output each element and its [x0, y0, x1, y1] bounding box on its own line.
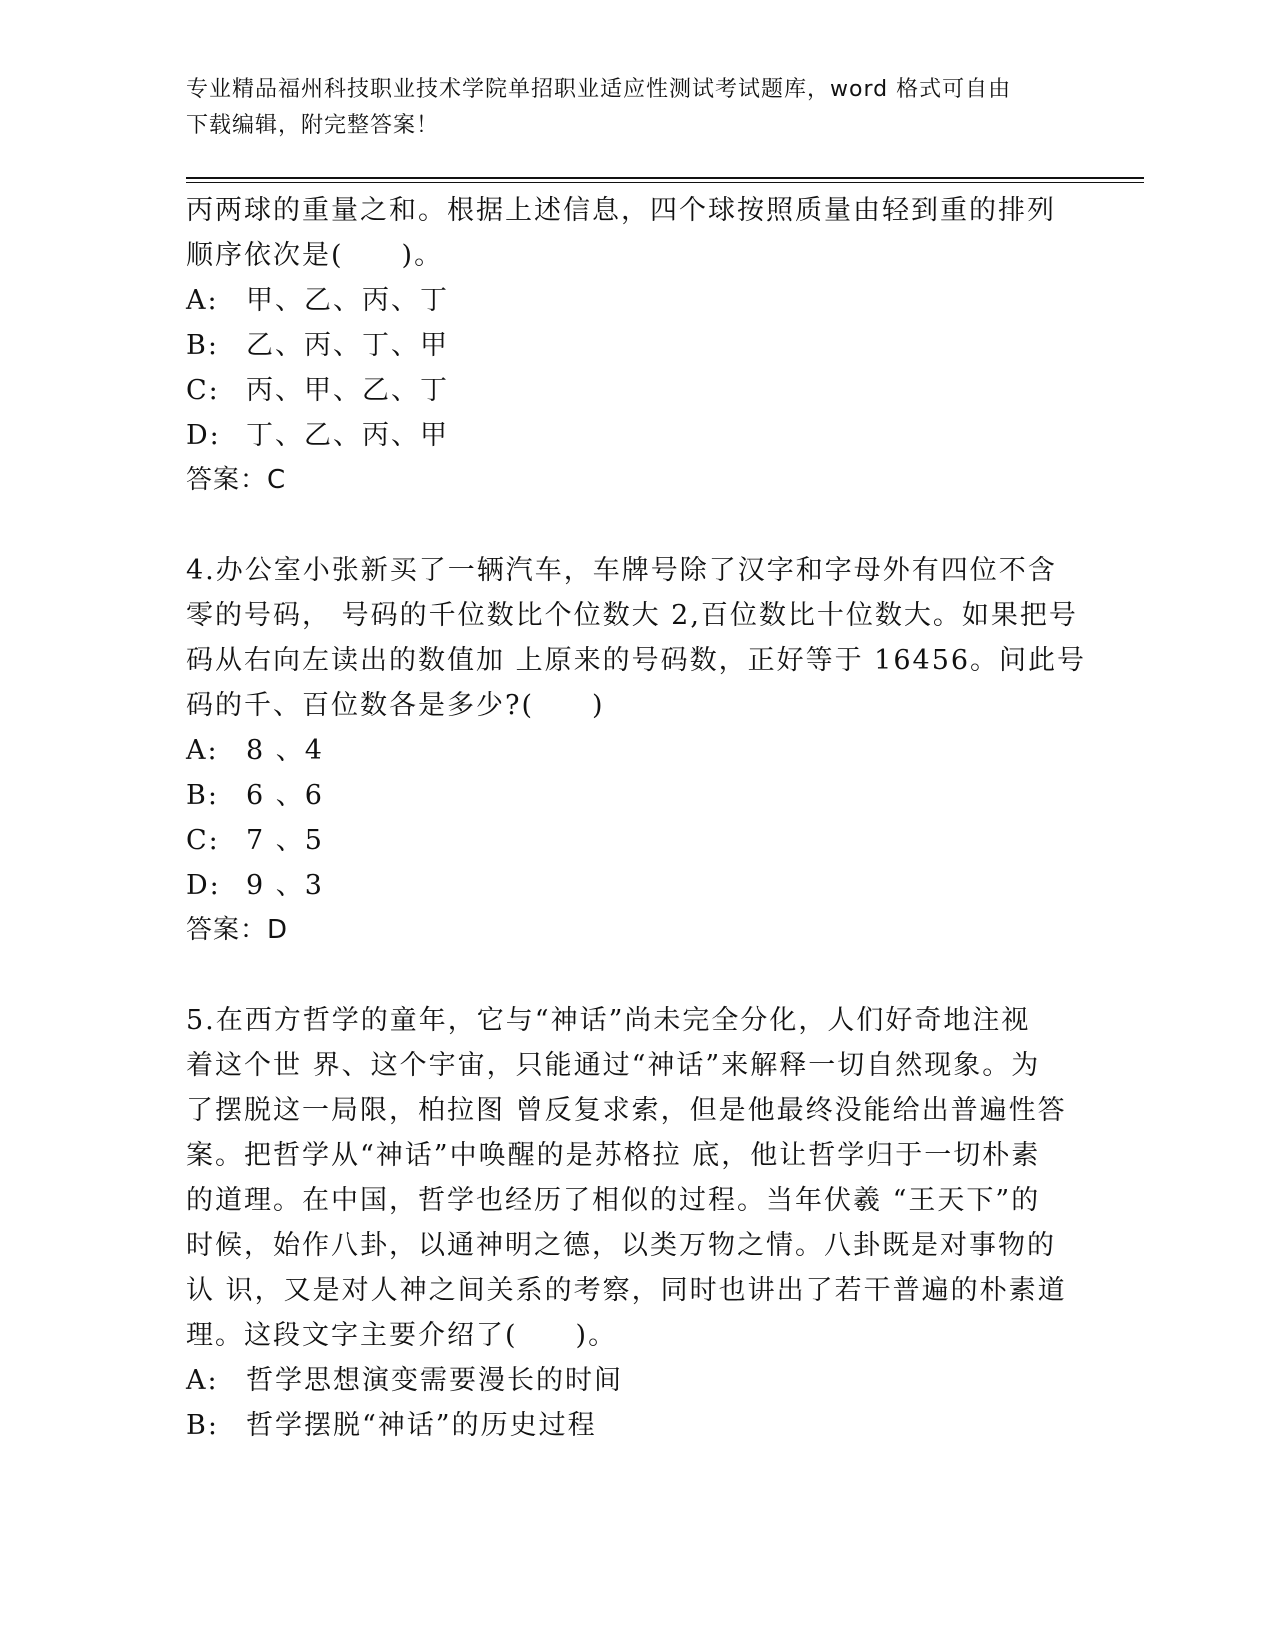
- option-b: [186, 773, 1086, 818]
- option-text: 哲学思想演变需要漫长的时间: [246, 1365, 623, 1396]
- question-stem-line: 的道理。在中国，哲学也经历了相似的过程。当年伏羲 “王天下”的: [186, 1185, 1041, 1216]
- question-5: [186, 998, 1086, 1448]
- question-stem-line: 5.在西方哲学的童年，它与“神话”尚未完全分化，人们好奇地注视: [186, 1005, 1031, 1036]
- option-text: 6 、6: [246, 780, 324, 811]
- option-b: [186, 323, 1086, 368]
- question-3: [186, 188, 1086, 503]
- question-stem-line: 零的号码， 号码的千位数比个位数大 2,百位数比十位数大。如果把号: [186, 600, 1078, 631]
- header-line-1: 专业精品福州科技职业技术学院单招职业适应性测试考试题库，word 格式可自由: [186, 77, 1012, 102]
- question-stem-line: 认 识，又是对人神之间关系的考察，同时也讲出了若干普遍的朴素道: [186, 1275, 1067, 1306]
- option-text: 乙、丙、丁、甲: [246, 330, 449, 361]
- option-d: [186, 863, 1086, 908]
- option-text: 8 、4: [246, 735, 324, 766]
- question-stem-line: 4.办公室小张新买了一辆汽车，车牌号除了汉字和字母外有四位不含: [186, 555, 1057, 586]
- option-letter: A:: [186, 735, 219, 766]
- option-letter: C:: [186, 375, 220, 406]
- option-c: [186, 368, 1086, 413]
- question-stem-line: 码从右向左读出的数值加 上原来的号码数，正好等于 16456。问此号: [186, 645, 1087, 676]
- answer-line: 答案：C: [186, 465, 287, 495]
- option-c: [186, 818, 1086, 863]
- question-stem-line: 了摆脱这一局限，柏拉图 曾反复求索，但是他最终没能给出普遍性答: [186, 1095, 1067, 1126]
- option-text: 丁、乙、丙、甲: [246, 420, 449, 451]
- option-text: 甲、乙、丙、丁: [246, 285, 449, 316]
- question-stem-line: 丙两球的重量之和。根据上述信息，四个球按照质量由轻到重的排列: [186, 195, 1056, 226]
- option-letter: B:: [186, 330, 219, 361]
- document-body: [186, 188, 1086, 1448]
- header-line-2: 下载编辑，附完整答案！: [186, 113, 440, 138]
- answer-line: 答案：D: [186, 915, 289, 945]
- option-letter: D:: [186, 870, 221, 901]
- question-stem-line: 顺序依次是( )。: [186, 240, 444, 271]
- question-stem-line: 着这个世 界、这个宇宙，只能通过“神话”来解释一切自然现象。为: [186, 1050, 1041, 1081]
- spacer: [186, 503, 1086, 548]
- option-text: 哲学摆脱“神话”的历史过程: [246, 1410, 597, 1441]
- option-a: [186, 1358, 1086, 1403]
- option-letter: B:: [186, 1410, 219, 1441]
- option-text: 7 、5: [246, 825, 324, 856]
- option-letter: C:: [186, 825, 220, 856]
- spacer: [186, 953, 1086, 998]
- question-stem-line: 码的千、百位数各是多少?( ): [186, 690, 605, 721]
- option-b: [186, 1403, 1086, 1448]
- header-divider-thin: [186, 182, 1144, 183]
- option-text: 9 、3: [246, 870, 324, 901]
- document-header: [186, 72, 1066, 144]
- option-a: [186, 728, 1086, 773]
- option-letter: A:: [186, 285, 219, 316]
- option-letter: B:: [186, 780, 219, 811]
- option-a: [186, 278, 1086, 323]
- question-stem-line: 理。这段文字主要介绍了( )。: [186, 1320, 618, 1351]
- question-stem-line: 时候，始作八卦，以通神明之德，以类万物之情。八卦既是对事物的: [186, 1230, 1056, 1261]
- option-letter: A:: [186, 1365, 219, 1396]
- option-text: 丙、甲、乙、丁: [246, 375, 449, 406]
- header-divider-thick: [186, 177, 1144, 179]
- option-letter: D:: [186, 420, 221, 451]
- question-4: [186, 548, 1086, 953]
- question-stem-line: 案。把哲学从“神话”中唤醒的是苏格拉 底，他让哲学归于一切朴素: [186, 1140, 1041, 1171]
- option-d: [186, 413, 1086, 458]
